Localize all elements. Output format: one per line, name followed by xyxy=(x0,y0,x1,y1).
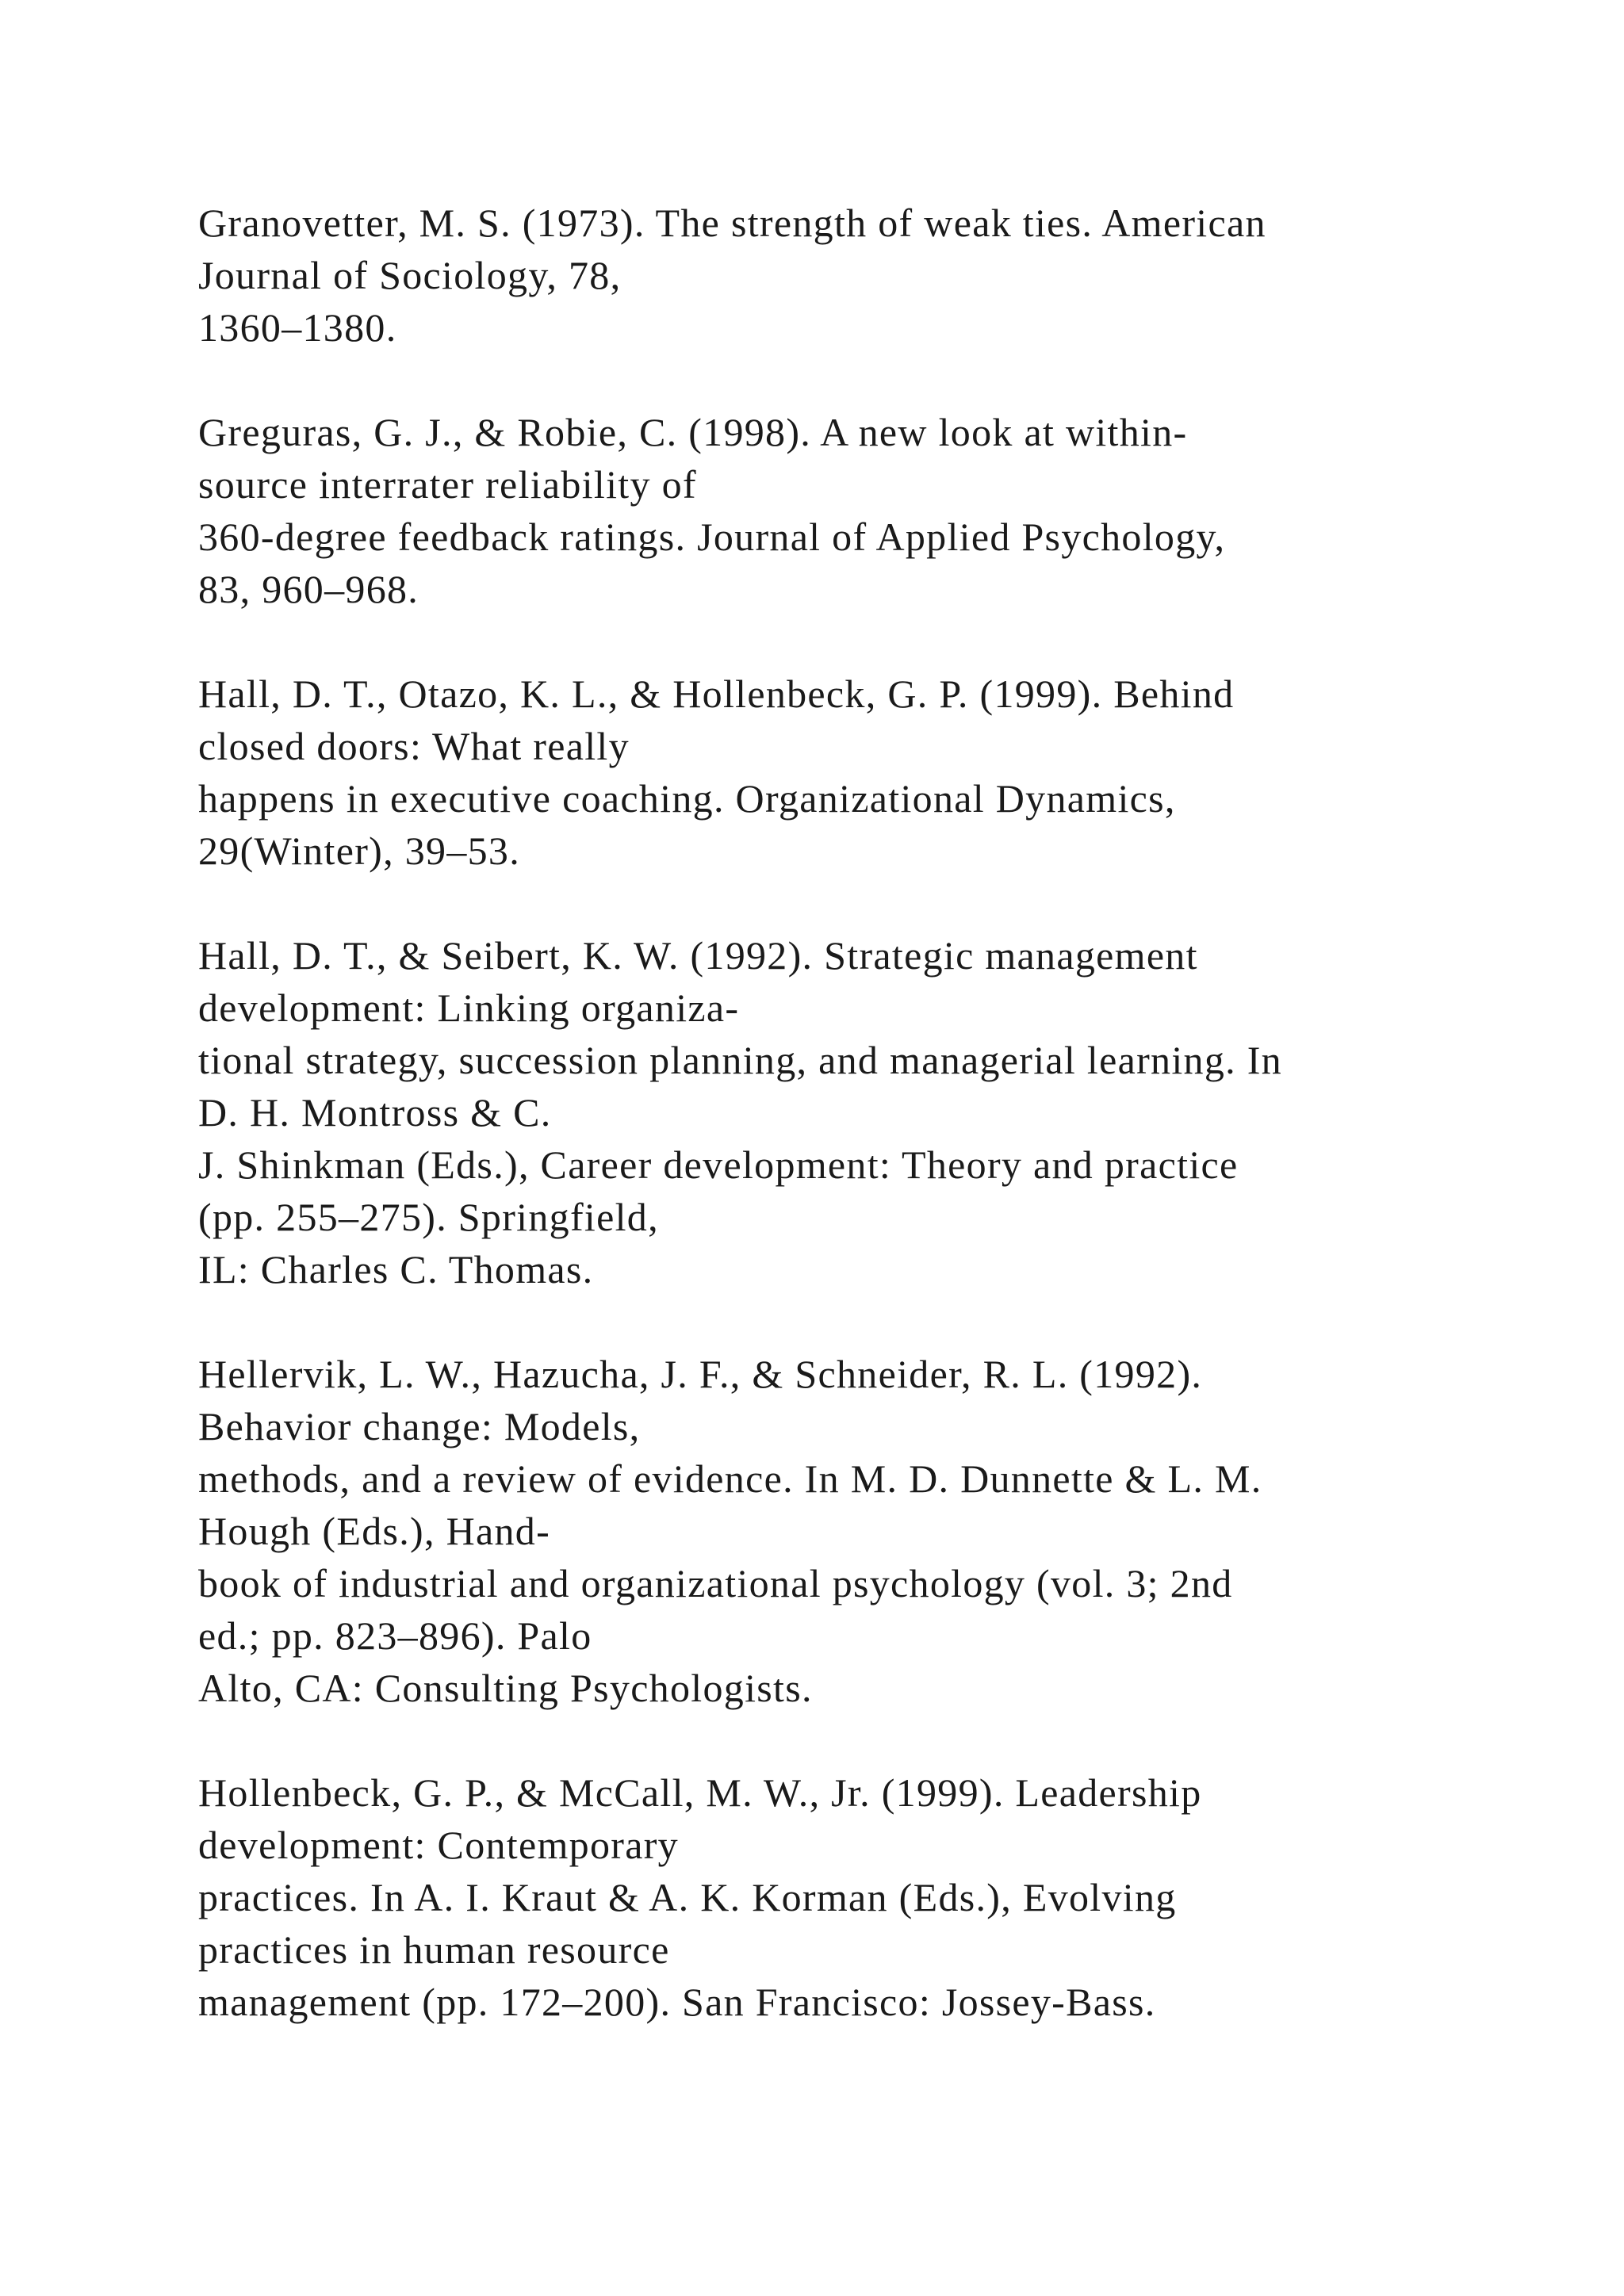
reference-line: practices. In A. I. Kraut & A. K. Korman (Eds.), Evolving xyxy=(198,1875,1177,1919)
reference-line: practices in human resource xyxy=(198,1927,670,1972)
reference-line: Granovetter, M. S. (1973). The strength of weak ties. American xyxy=(198,201,1266,245)
reference-line: Hellervik, L. W., Hazucha, J. F., & Schneider, R. L. (1992). xyxy=(198,1352,1203,1396)
reference-line: D. H. Montross & C. xyxy=(198,1090,552,1135)
reference-line: source interrater reliability of xyxy=(198,462,697,507)
reference-line: Hollenbeck, G. P., & McCall, M. W., Jr. (1999). Leadership xyxy=(198,1770,1202,1815)
reference-line: book of industrial and organizational psychology (vol. 3; 2nd xyxy=(198,1561,1233,1605)
reference-line: tional strategy, succession planning, and managerial learning. In xyxy=(198,1038,1282,1082)
reference-line: (pp. 255–275). Springfield, xyxy=(198,1195,659,1239)
reference-line: 1360–1380. xyxy=(198,305,397,350)
reference-line: Hall, D. T., Otazo, K. L., & Hollenbeck, G. P. (1999). Behind xyxy=(198,672,1235,716)
reference-entry-hall-seibert xyxy=(198,929,1546,1295)
reference-line: closed doors: What really xyxy=(198,724,630,768)
reference-entry-hollenbeck-mccall xyxy=(198,1766,1546,2028)
reference-line: ed.; pp. 823–896). Palo xyxy=(198,1613,592,1658)
reference-line: development: Linking organiza- xyxy=(198,985,740,1030)
reference-line: J. Shinkman (Eds.), Career development: Theory and practice xyxy=(198,1142,1239,1187)
reference-line: development: Contemporary xyxy=(198,1823,679,1867)
reference-entry-hellervik xyxy=(198,1348,1546,1714)
reference-entry-hall-otazo xyxy=(198,668,1546,877)
reference-line: Alto, CA: Consulting Psychologists. xyxy=(198,1666,813,1710)
reference-line: Journal of Sociology, 78, xyxy=(198,253,622,297)
reference-line: management (pp. 172–200). San Francisco: Jossey-Bass. xyxy=(198,1980,1156,2024)
reference-line: IL: Charles C. Thomas. xyxy=(198,1247,594,1292)
reference-line: 360-degree feedback ratings. Journal of Applied Psychology, xyxy=(198,515,1226,559)
reference-list xyxy=(198,197,1546,2080)
reference-line: 83, 960–968. xyxy=(198,567,419,611)
reference-entry-greguras xyxy=(198,406,1546,615)
reference-line: Hall, D. T., & Seibert, K. W. (1992). Strategic management xyxy=(198,933,1198,978)
reference-line: happens in executive coaching. Organizational Dynamics, xyxy=(198,776,1176,821)
reference-line: Greguras, G. J., & Robie, C. (1998). A new look at within- xyxy=(198,410,1188,454)
reference-line: methods, and a review of evidence. In M. D. Dunnette & L. M. xyxy=(198,1456,1262,1501)
reference-line: Behavior change: Models, xyxy=(198,1404,641,1448)
reference-line: 29(Winter), 39–53. xyxy=(198,828,521,873)
reference-entry-granovetter xyxy=(198,197,1546,354)
reference-line: Hough (Eds.), Hand- xyxy=(198,1509,551,1553)
